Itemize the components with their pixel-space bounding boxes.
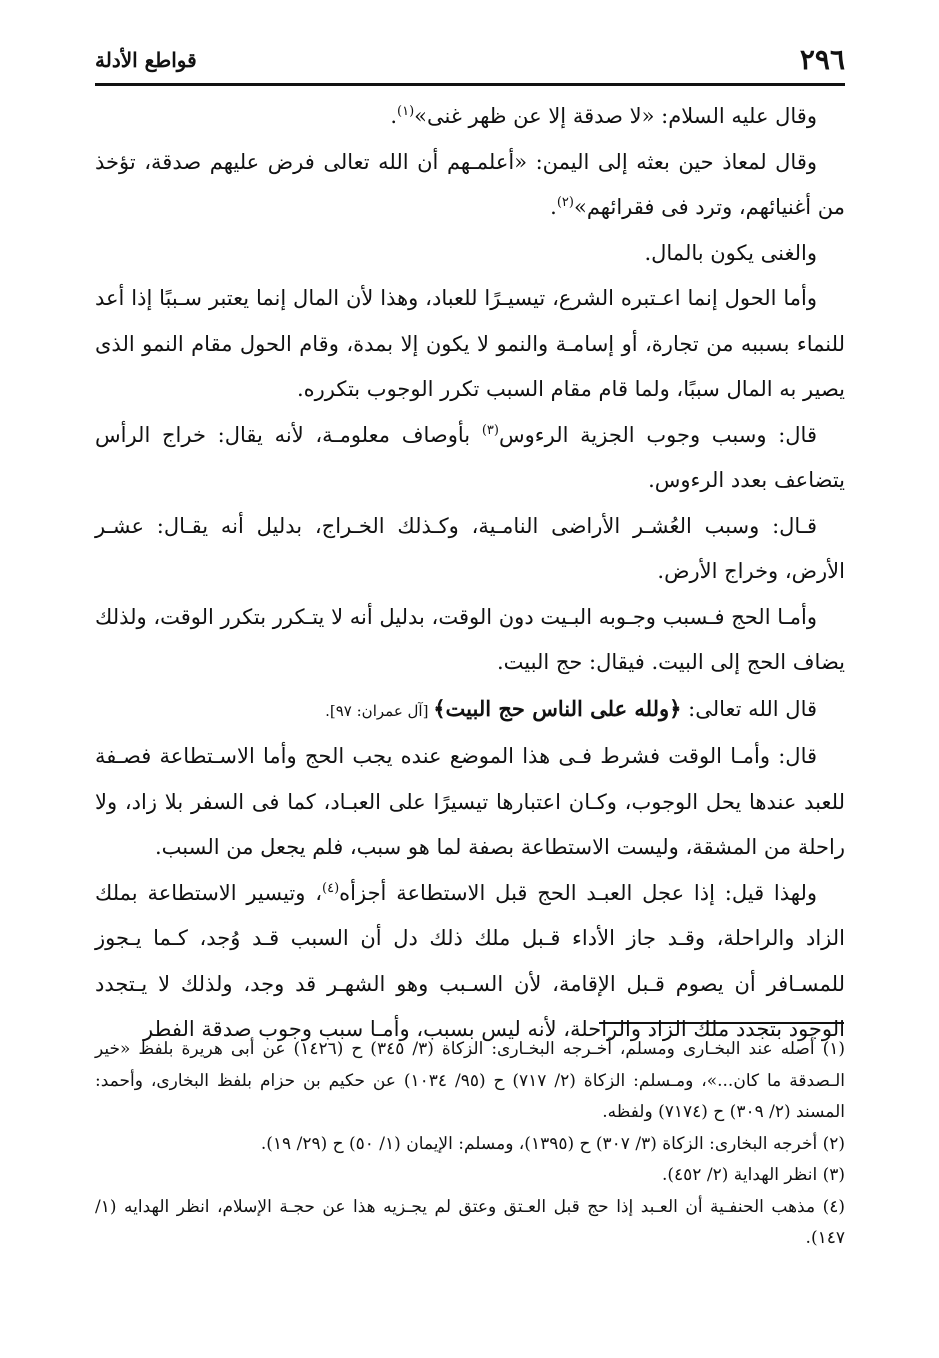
paragraph-10-text-b: ، وتيسير الاستطاعة بملك الزاد والراحلة، وقـد جاز الأداء قـبل ملك ذلك دل أن السبب قـد وُجد، كـما يـجوز للمسـافر أن يصوم قـبل الإقامة، لأن السـبب وهو الشهـر قد وجد، ولذلك لا يـتجدد الوجود بتجدد ملك الزاد والراحلة، لأنه ليس بسبب، وأمـا سبب وجوب صدقة الفطر	[95, 880, 845, 1041]
verse-reference: [آل عمران: ٩٧].	[325, 701, 434, 720]
footnote-1: (١) أصله عند البخـارى ومسلم، أخـرجه البخـارى: الزكاة (٣/ ٣٤٥) ح (١٤٢٦) عن أبى هريرة بلفظ «خير الـصدقة ما كان...»، ومـسلم: الزكاة (٢/ ٧١٧) ح (٩٥/ ١٠٣٤) عن حكيم بن حزام بلفظ البخارى، وأحمد: المسند (٢/ ٣٠٩) ح (٧١٧٤) ولفظه.	[95, 1039, 845, 1122]
footnote-divider	[599, 1022, 844, 1024]
paragraph-9: قال: وأمـا الوقت فشرط فـى هذا الموضع عنده يجب الحج وأما الاسـتطاعة فصـفة للعبد عندها يحل الوجوب، وكـان اعتبارها تيسيرًا على العبـاد، كما فى السفر بلا زاد، ولا راحلة من المشقة، وليست الاستطاعة بصفة لما هو سبب، فلم يجعل من السبب.	[95, 744, 845, 859]
paragraph-10	[95, 871, 845, 1053]
paragraph-2-end: .	[550, 195, 557, 219]
footnote-marker-2: (٢)	[556, 195, 574, 210]
paragraph-1-end: .	[390, 104, 397, 128]
footnote-3: (٣) انظر الهداية (٢/ ٤٥٢).	[661, 1165, 845, 1185]
paragraph-2-text: وقال لمعاذ حين بعثه إلى اليمن: «أعلمـهم أن الله تعالى فرض عليهم صدقة، تؤخذ من أغنيائهم، وترد فى فقرائهم»	[95, 149, 845, 219]
running-title: قواطع الأدلة	[95, 47, 197, 72]
quran-verse: ﴿ولله على الناس حج البيت﴾	[433, 695, 682, 721]
paragraph-8-intro: قال الله تعالى:	[681, 696, 817, 721]
paragraph-8	[95, 686, 845, 735]
page-number: ٢٩٦	[799, 43, 845, 76]
footnote-2: (٢) أخرجه البخارى: الزكاة (٣/ ٣٠٧) ح (١٣٩٥)، ومسلم: الإيمان (١/ ٥٠) ح (٢٩/ ١٩).	[260, 1133, 845, 1154]
paragraph-1	[95, 94, 845, 140]
paragraph-7: وأمـا الحج فـسبب وجـوبه البـيت دون الوقت، بدليل أنه لا يتـكرر بتكرر الوقت، ولذلك يضاف الحج إلى البيت. فيقال: حج البيت.	[95, 604, 845, 674]
paragraph-10-text-a: ولهذا قيل: إذا عجل العبـد الحج قبل الاستطاعة أجزأه	[339, 880, 817, 905]
footnote-4: (٤) مذهب الحنفـية أن العـبد إذا حج قبل العـتق وعتق لم يجـزيه هذا عن حجـة الإسلام، انظر الهدايه (١/ ١٤٧).	[95, 1196, 845, 1248]
paragraph-3: والغنى يكون بالمال.	[644, 240, 817, 265]
paragraph-6: قـال: وسبب العُشـر الأراضى النامـية، وكـذلك الخـراج، بدليل أنه يقـال: عشـر الأرض، وخراج الأرض.	[95, 513, 845, 583]
paragraph-1-text: وقال عليه السلام: «لا صدقة إلا عن ظهر غنى»	[414, 104, 817, 128]
footnote-marker-3: (٣)	[481, 422, 499, 438]
paragraph-4: وأما الحول إنما اعـتبره الشرع، تيسيـرًا للعباد، وهذا لأن المال إنما يعتبر سـببًا إذا أعد للنماء بسببه من تجارة، أو إسامـة والنمو لا يكون إلا بمدة، وقام الحول مقام النمو الذى يصير به المال سببًا، ولما قام مقام السبب تكرر الوجوب بتكرره.	[95, 286, 845, 401]
page-header	[95, 40, 845, 86]
footnote-marker-1: (١)	[397, 104, 415, 119]
paragraph-2	[95, 140, 845, 231]
paragraph-5-text-a: قال: وسبب وجوب الجزية الرءوس	[498, 422, 817, 447]
main-text	[95, 94, 845, 1053]
paragraph-5-text-b: بأوصاف معلومـة، لأنه يقال: خراج الرأس يتضاعف بعدد الرءوس.	[95, 422, 845, 492]
footnote-marker-4: (٤)	[322, 880, 340, 896]
paragraph-5	[95, 413, 845, 504]
footnotes	[95, 1034, 845, 1255]
